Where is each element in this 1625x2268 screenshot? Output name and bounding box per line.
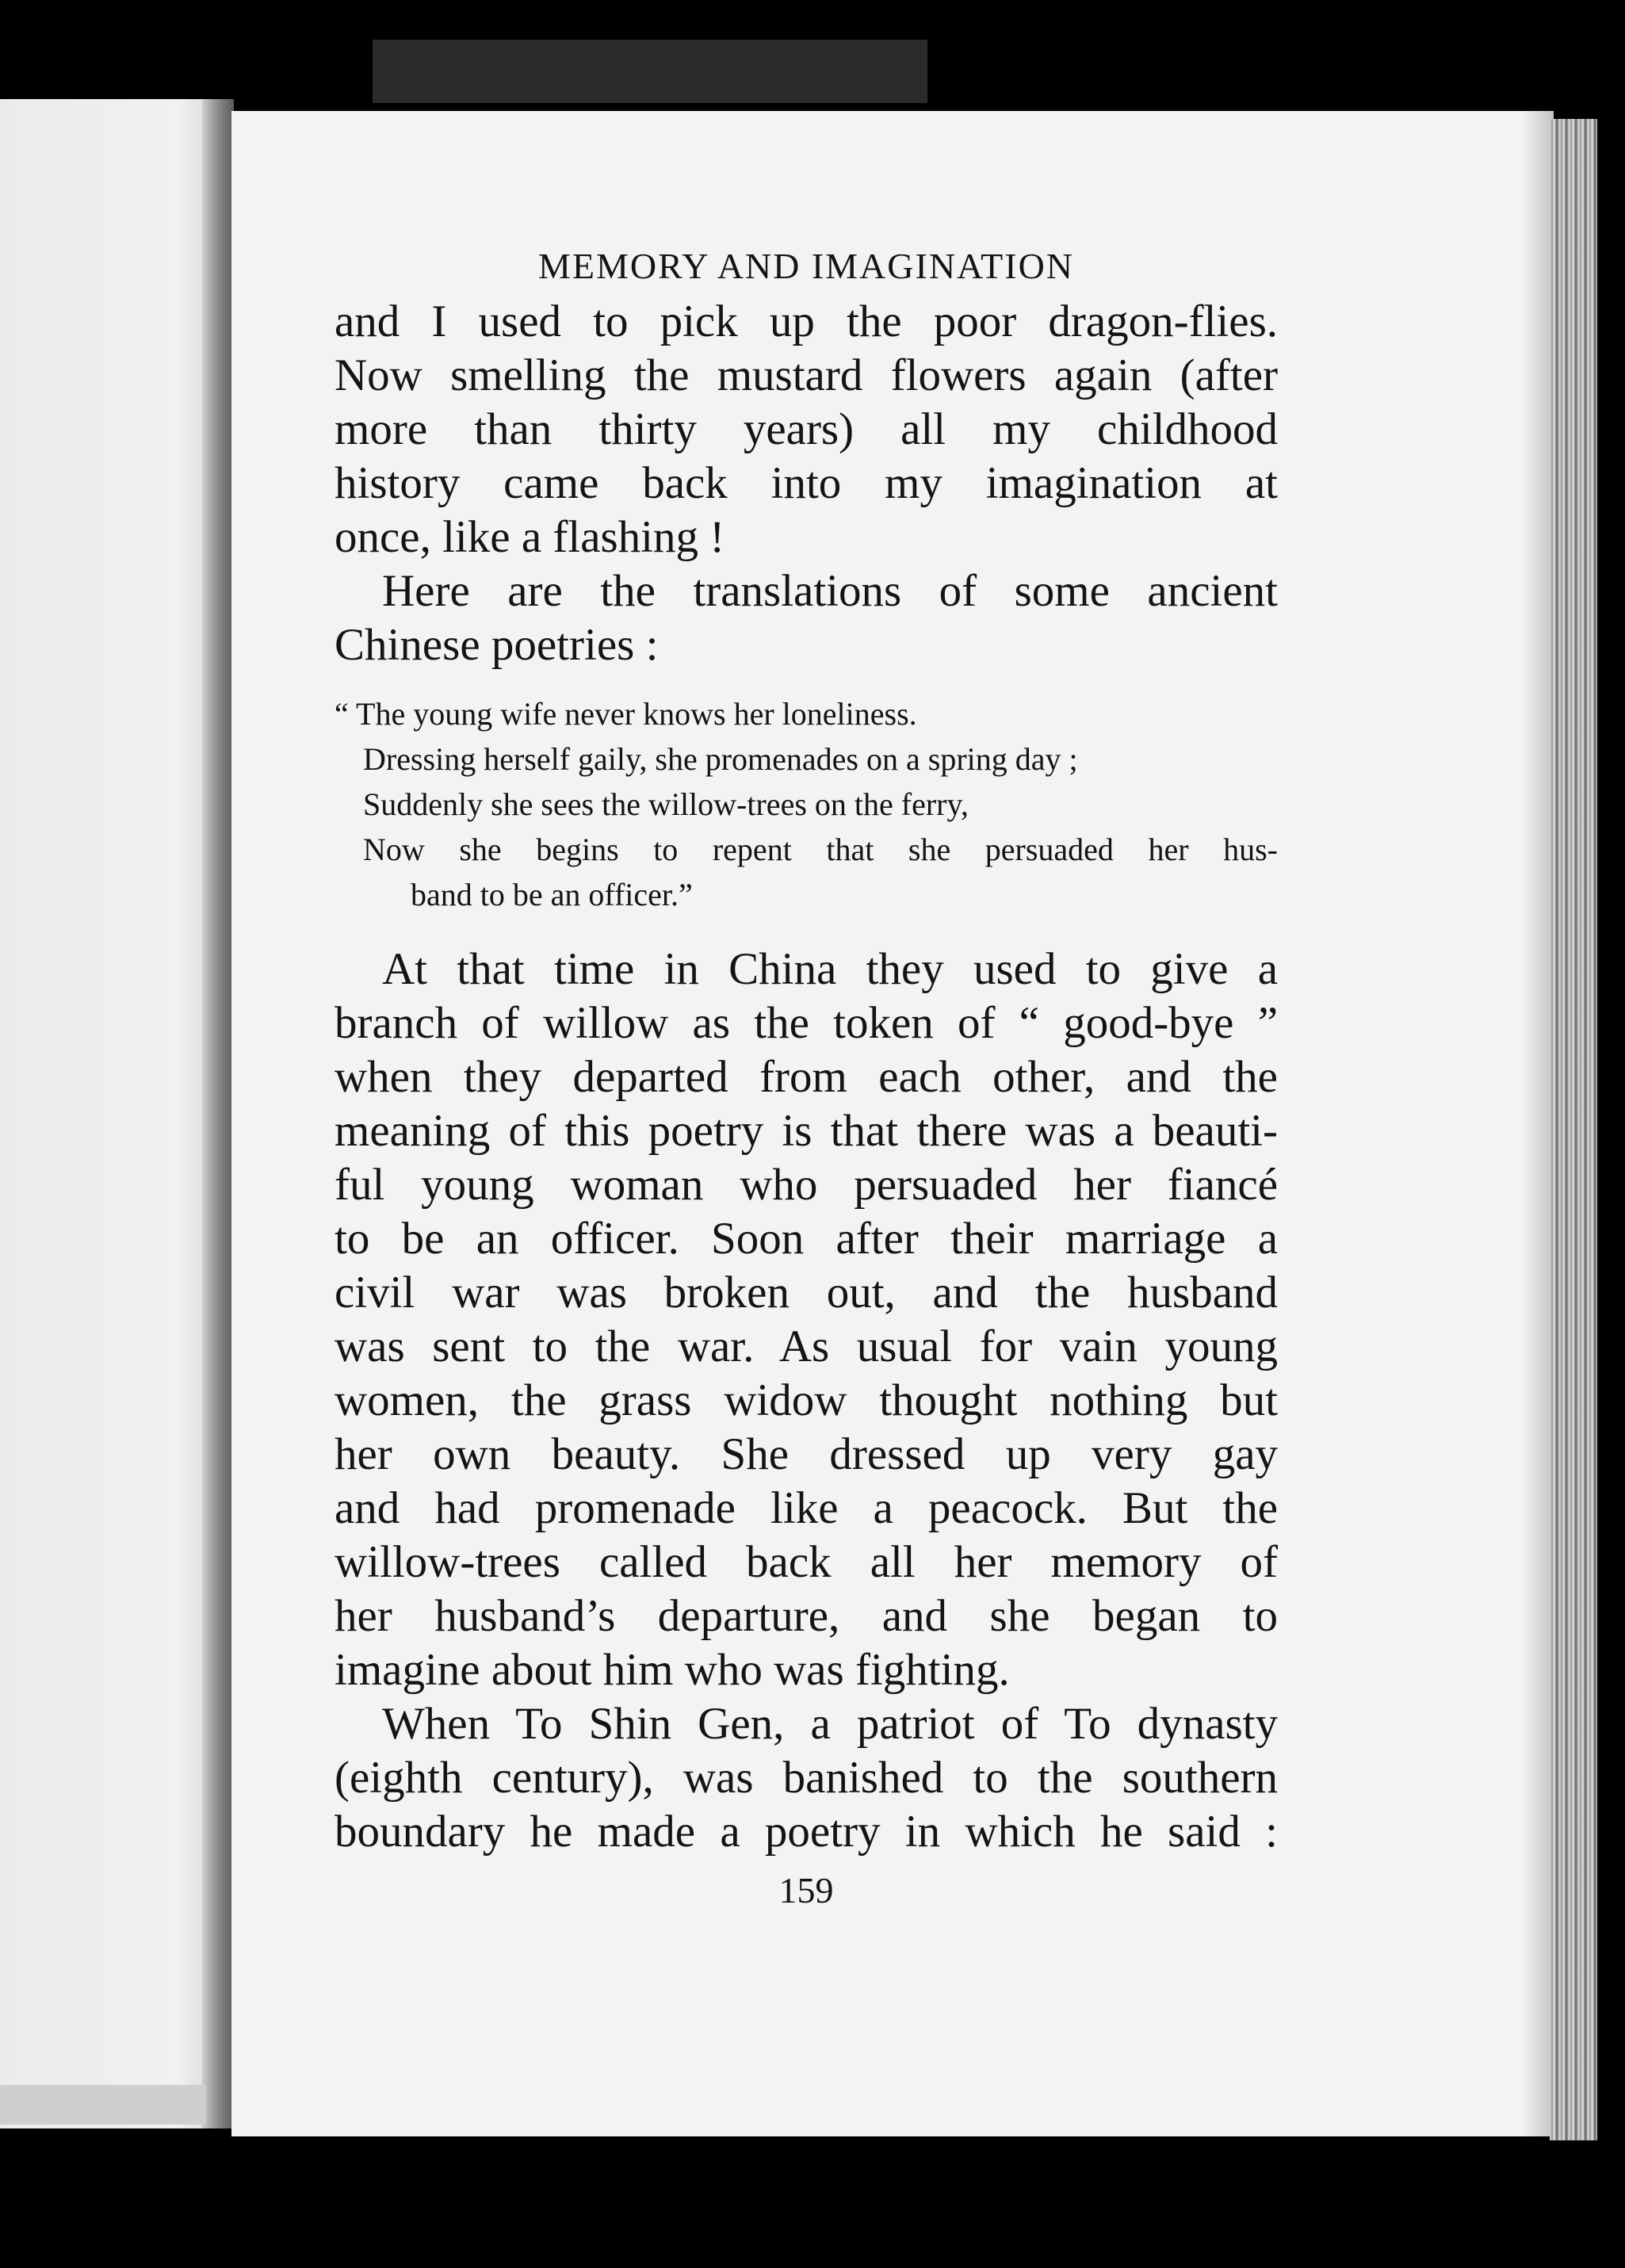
paragraph-willow-token xyxy=(335,943,1278,1697)
text-line: meaning of this poetry is that there was a beauti- xyxy=(335,1106,1278,1156)
poem-line: Now she begins to repent that she persuaded her hus- xyxy=(363,832,1278,867)
running-head: MEMORY AND IMAGINATION xyxy=(537,246,1075,286)
page-block-edges xyxy=(1550,119,1597,2140)
poem-line: Suddenly she sees the willow-trees on the ferry, xyxy=(363,786,969,822)
scan-background-strip xyxy=(373,40,927,103)
poem-line: band to be an officer.” xyxy=(411,877,693,912)
book-gutter xyxy=(202,99,234,2128)
text-line: Chinese poetries : xyxy=(335,620,659,670)
facing-page-corner xyxy=(0,2085,206,2125)
text-line: her own beauty. She dressed up very gay xyxy=(335,1429,1278,1479)
text-line: her husband’s departure, and she began to xyxy=(335,1591,1278,1641)
text-line: ful young woman who persuaded her fiancé xyxy=(335,1160,1278,1210)
text-line: willow-trees called back all her memory of xyxy=(335,1537,1278,1587)
text-line: was sent to the war. As usual for vain young xyxy=(335,1321,1278,1371)
poem-line: Dressing herself gaily, she promenades on a spring day ; xyxy=(363,741,1078,777)
text-line: once, like a flashing ! xyxy=(335,512,725,562)
page-curl-shadow xyxy=(1522,111,1554,2136)
text-line: Here are the translations of some ancient xyxy=(382,566,1278,616)
text-line: history came back into my imagination at xyxy=(335,458,1278,508)
page-text xyxy=(335,238,1278,1859)
text-line: when they departed from each other, and the xyxy=(335,1052,1278,1102)
text-line: (eighth century), was banished to the southern xyxy=(335,1753,1278,1803)
text-line: branch of willow as the token of “ good-bye ” xyxy=(335,998,1278,1048)
paragraph-dragon-flies xyxy=(335,295,1278,564)
paragraph-to-shin-gen xyxy=(335,1697,1278,1859)
text-line: Now smelling the mustard flowers again (after xyxy=(335,350,1278,400)
text-line: and had promenade like a peacock. But the xyxy=(335,1483,1278,1533)
page-number: 159 xyxy=(778,1870,834,1910)
text-line: At that time in China they used to give a xyxy=(382,944,1278,994)
text-line: more than thirty years) all my childhood xyxy=(335,404,1278,454)
poem-quotation xyxy=(335,691,1278,917)
paragraph-translations-intro xyxy=(335,564,1278,672)
text-line: When To Shin Gen, a patriot of To dynasty xyxy=(382,1699,1278,1749)
text-line: and I used to pick up the poor dragon-flies. xyxy=(335,296,1278,346)
text-line: boundary he made a poetry in which he said : xyxy=(335,1807,1278,1857)
text-line: civil war was broken out, and the husband xyxy=(335,1268,1278,1318)
text-line: women, the grass widow thought nothing but xyxy=(335,1375,1278,1425)
poem-line: “ The young wife never knows her loneliness. xyxy=(335,696,917,732)
text-line: imagine about him who was fighting. xyxy=(335,1645,1010,1695)
text-line: to be an officer. Soon after their marriage a xyxy=(335,1214,1278,1264)
facing-page-edge xyxy=(0,99,222,2128)
